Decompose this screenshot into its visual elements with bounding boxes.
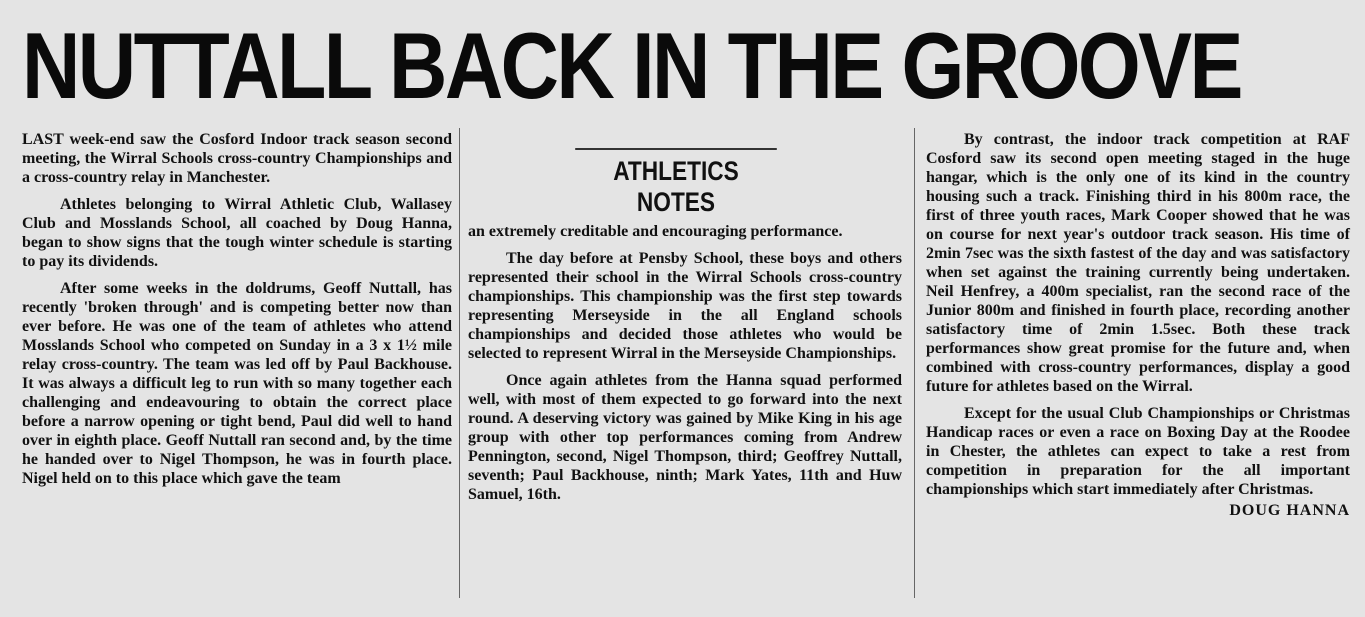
- paragraph: The day before at Pensby School, these boys and others represented their school in the Wirral Schools cross-country championships. This championship was the first step towards representing Merseyside in the all England schools championships and decided those athletes who would be selected to represent Wirral in the Merseyside Championships.: [468, 250, 902, 362]
- section-title: ATHLETICS NOTES: [575, 148, 777, 222]
- paragraph: By contrast, the indoor track competition at RAF Cosford saw its second open meeting staged in the huge hangar, which is the only one of its kind in the country housing such a track. Finishing third in his 800m race, the first of three youth races, Mark Cooper showed that he was on course for next year's outdoor track season. His time of 2min 7sec was the sixth fastest of the day and was satisfactory when set against the training currently being undertaken. Neil Henfrey, a 400m specialist, ran the second race of the Junior 800m and finished in fourth place, recording another satisfactory time of 2min 1.5sec. Both these track performances show great promise for the future and, when combined with cross-country performances, display a good future for athletes based on the Wirral.: [926, 131, 1350, 395]
- paragraph: an extremely creditable and encouraging performance.: [468, 223, 843, 240]
- headline: NUTTALL BACK IN THE GROOVE: [22, 13, 1241, 118]
- article-column-2: [468, 222, 902, 512]
- article-column-3: [926, 130, 1350, 528]
- paragraph: Except for the usual Club Championships or Christmas Handicap races or even a race on Boxing Day at the Roodee in Chester, the athletes can expect to take a rest from competition in preparation for the all important championships which start immediately after Christmas.: [926, 405, 1350, 498]
- article-column-1: [22, 130, 452, 496]
- paragraph: Once again athletes from the Hanna squad performed well, with most of them expected to go forward into the next round. A deserving victory was gained by Mike King in his age group with other top performances coming from Andrew Pennington, second, Nigel Thompson, third; Geoffrey Nuttall, seventh; Paul Backhouse, ninth; Mark Yates, 11th and Huw Samuel, 16th.: [468, 372, 902, 503]
- paragraph: After some weeks in the doldrums, Geoff Nuttall, has recently 'broken through' and is competing better now than ever before. He was one of the team of athletes who attend Mosslands School who competed on Sunday in a 3 x 1½ mile relay cross-country. The team was led off by Paul Backhouse. It was always a difficult leg to run with so many together each challenging and endeavouring to obtain the correct place before a narrow opening or tight bend, Paul did well to hand over in eighth place. Geoff Nuttall ran second and, by the time he handed over to Nigel Thompson, he was in fourth place. Nigel held on to this place which gave the team: [22, 280, 452, 487]
- column-divider: [459, 128, 460, 598]
- column-divider: [914, 128, 915, 598]
- paragraph: Athletes belonging to Wirral Athletic Club, Wallasey Club and Mosslands School, all coached by Doug Hanna, began to show signs that the tough winter schedule is starting to pay its dividends.: [22, 196, 452, 270]
- paragraph: LAST week-end saw the Cosford Indoor track season second meeting, the Wirral Schools cross-country Championships and a cross-country relay in Manchester.: [22, 131, 452, 186]
- byline: DOUG HANNA: [1229, 502, 1350, 519]
